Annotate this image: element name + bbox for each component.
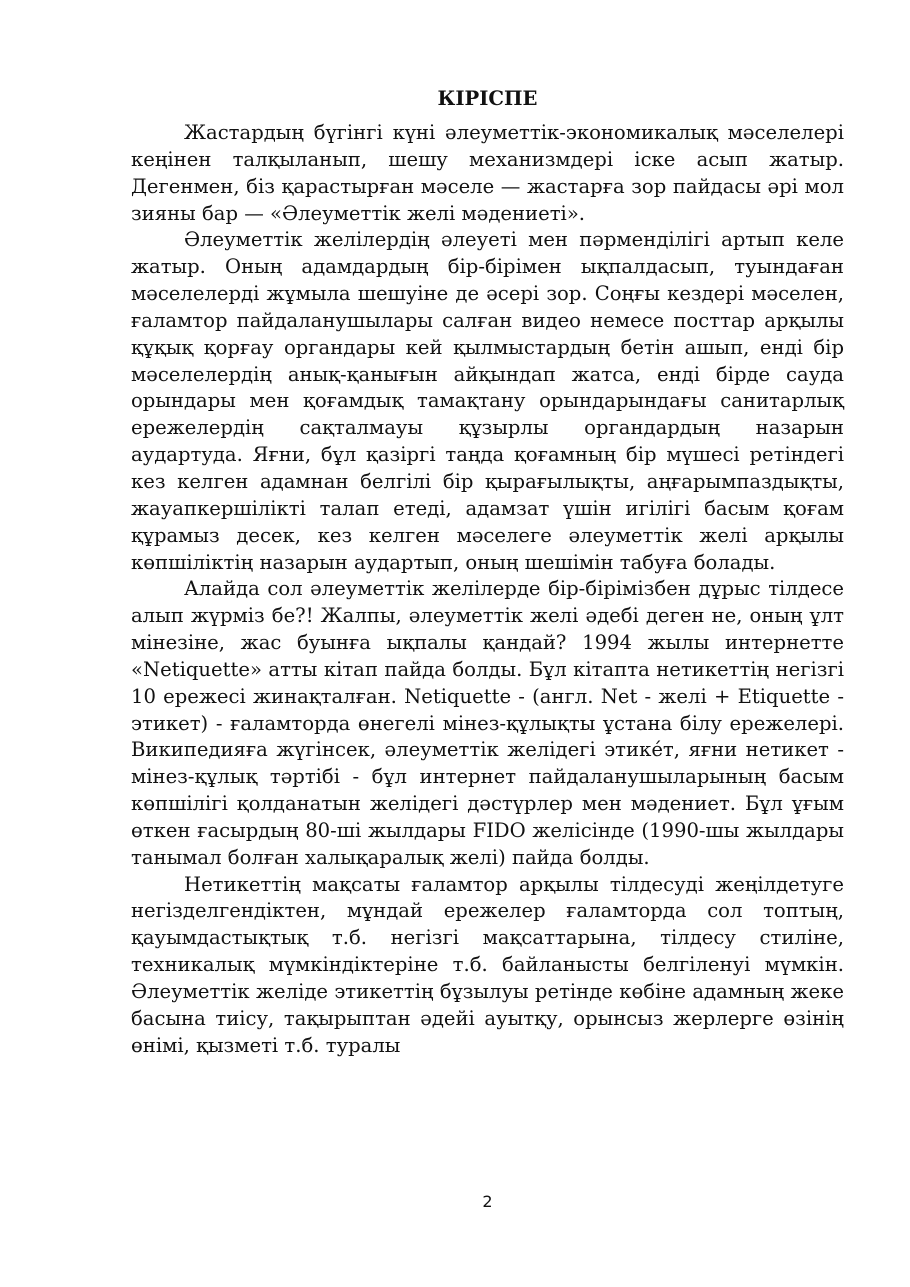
paragraph-3: Алайда сол әлеуметтік желілерде бір-бірімізбен дұрыс тілдесе алып жүрміз бе?! Жалпы, әлеуметтік желі әдебі деген не, оның ұлт мінезіне, жас буынға ықпалы қандай? 1994 жылы интернетте «Netiquette» атты кітап пайда болды. Бұл кітапта нетикеттің негізгі 10 ережесі жинақталған. Netiquette - (англ. Net - желі + Etiquette - этикет) - ғаламторда өнегелі мінез-құлықты ұстана білу ережелері. Википедияға жүгінсек, әлеуметтік желідегі этике́т, яғни нетикет - мінез-құлық тәртібі - бұл интернет пайдаланушыларының басым көпшілігі қолданатын желідегі дәстүрлер мен мәдениет. Бұл ұғым өткен ғасырдың 80-ші жылдары FIDO желісінде (1990-шы жылдары танымал болған халықаралық желі) пайда болды.: [131, 577, 844, 869]
page-title: КІРІСПЕ: [437, 87, 538, 110]
page-content: [131, 86, 844, 1060]
paragraph-4: Нетикеттің мақсаты ғаламтор арқылы тілдесуді жеңілдетуге негізделгендіктен, мұндай ережелер ғаламторда сол топтың, қауымдастықтық т.б. негізгі мақсаттарына, тілдесу стиліне, техникалық мүмкіндіктеріне т.б. байланысты белгіленуі мүмкін. Әлеуметтік желіде этикеттің бұзылуы ретінде көбіне адамның жеке басына тиісу, тақырыптан әдейі ауытқу, орынсыз жерлерге өзінің өнімі, қызметі т.б. туралы: [131, 872, 844, 1057]
paragraph-1: Жастардың бүгінгі күні әлеуметтік-экономикалық мәселелері кеңінен талқыланып, шешу механизмдері іске асып жатыр. Дегенмен, біз қарастырған мәселе — жастарға зор пайдасы әрі мол зияны бар — «Әлеуметтік желі мәдениеті».: [131, 121, 844, 225]
paragraph-2: Әлеуметтік желілердің әлеуеті мен пәрменділігі артып келе жатыр. Оның адамдардың бір-бірімен ықпалдасып, туындаған мәселелерді жұмыла шешуіне де әсері зор. Соңғы кездері мәселен, ғаламтор пайдаланушылары салған видео немесе посттар арқылы құқық қорғау органдары кей қылмыстардың бетін ашып, енді бір мәселелердің анық-қанығын айқындап жатса, енді бірде сауда орындары мен қоғамдық тамақтану орындарындағы санитарлық ережелердің сақталмауы құзырлы органдардың назарын аудартуда. Яғни, бұл қазіргі таңда қоғамның бір мүшесі ретіндегі кез келген адамнан белгілі бір қырағылықты, аңғарымпаздықты, жауапкершілікті талап етеді, адамзат үшін игілігі басым қоғам құрамыз десек, кез келген мәселеге әлеуметтік желі арқылы көпшіліктің назарын аудартып, оның шешімін табуға болады.: [131, 228, 844, 574]
page-number: 2: [482, 1192, 493, 1211]
